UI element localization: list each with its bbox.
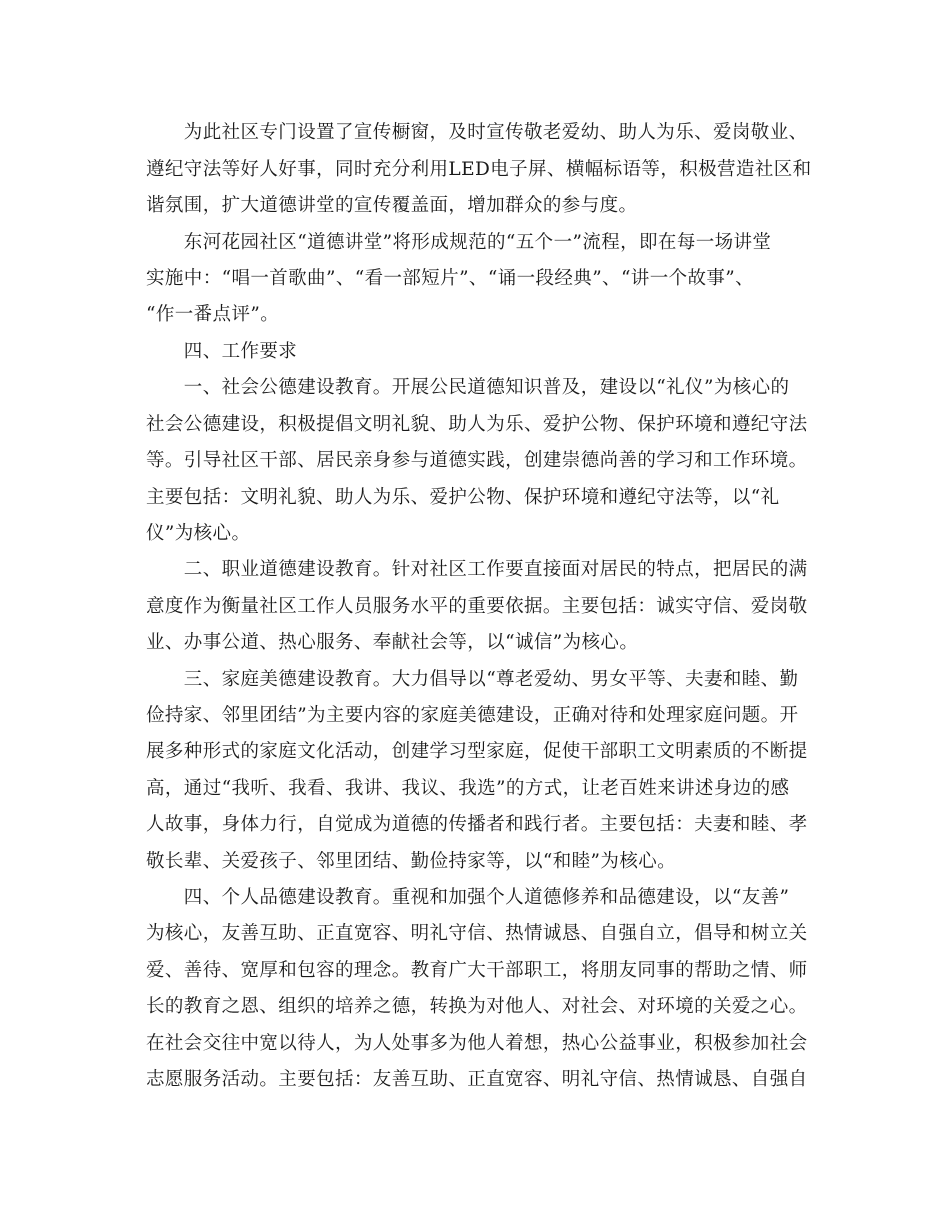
text-line: 为此社区专门设置了宣传橱窗，及时宣传敬老爱幼、助人为乐、爱岗敬业、: [146, 122, 808, 143]
text-line: 仪”为核心。: [146, 523, 251, 544]
text-line: 展多种形式的家庭文化活动，创建学习型家庭，促使干部职工文明素质的不断提: [146, 741, 808, 762]
text-line: 社会公德建设，积极提倡文明礼貌、助人为乐、爱护公物、保护环境和遵纪守法: [146, 414, 808, 435]
text-line: 四、个人品德建设教育。重视和加强个人道德修养和品德建设，以“友善”: [146, 887, 790, 908]
text-line: 俭持家、邻里团结”为主要内容的家庭美德建设，正确对待和处理家庭问题。开: [146, 705, 799, 726]
text-line: 高，通过“我听、我看、我讲、我议、我选”的方式，让老百姓来讲述身边的感: [146, 778, 790, 799]
text-line: 业、办事公道、热心服务、奉献社会等，以“诚信”为核心。: [146, 632, 639, 653]
text-line: 东河花园社区“道德讲堂”将形成规范的“五个一”流程，即在每一场讲堂: [146, 232, 772, 253]
text-line: 敬长辈、关爱孩子、邻里团结、勤俭持家等，以“和睦”为核心。: [146, 851, 677, 872]
text-line: 遵纪守法等好人好事，同时充分利用LED电子屏、横幅标语等，积极营造社区和: [146, 159, 812, 180]
text-line: 谐氛围，扩大道德讲堂的宣传覆盖面，增加群众的参与度。: [146, 195, 638, 216]
text-line: 主要包括：文明礼貌、助人为乐、爱护公物、保护环境和遵纪守法等，以“礼: [146, 487, 780, 508]
text-line: 爱、善待、宽厚和包容的理念。教育广大干部职工，将朋友同事的帮助之情、师: [146, 960, 808, 981]
text-line: 志愿服务活动。主要包括：友善互助、正直宽容、明礼守信、热情诚恳、自强自: [146, 1069, 808, 1090]
text-line: 三、家庭美德建设教育。大力倡导以“尊老爱幼、男女平等、夫妻和睦、勤: [146, 669, 799, 690]
text-line: “作一番点评”。: [146, 304, 280, 325]
text-line: 长的教育之恩、组织的培养之德，转换为对他人、对社会、对环境的关爱之心。: [146, 996, 808, 1017]
section-heading: 四、工作要求: [146, 341, 298, 362]
text-line: 二、职业道德建设教育。针对社区工作要直接面对居民的特点，把居民的满: [146, 559, 808, 580]
text-line: 在社会交往中宽以待人，为人处事多为他人着想，热心公益事业，积极参加社会: [146, 1033, 808, 1054]
text-line: 等。引导社区干部、居民亲身参与道德实践，创建崇德尚善的学习和工作环境。: [146, 450, 808, 471]
text-line: 一、社会公德建设教育。开展公民道德知识普及，建设以“礼仪”为核心的: [146, 377, 790, 398]
text-line: 意度作为衡量社区工作人员服务水平的重要依据。主要包括：诚实守信、爱岗敬: [146, 596, 808, 617]
text-line: 为核心，友善互助、正直宽容、明礼守信、热情诚恳、自强自立，倡导和树立关: [146, 923, 808, 944]
text-line: 人故事，身体力行，自觉成为道德的传播者和践行者。主要包括：夫妻和睦、孝: [146, 814, 808, 835]
text-line: 实施中：“唱一首歌曲”、“看一部短片”、“诵一段经典”、“讲一个故事”、: [146, 268, 755, 289]
